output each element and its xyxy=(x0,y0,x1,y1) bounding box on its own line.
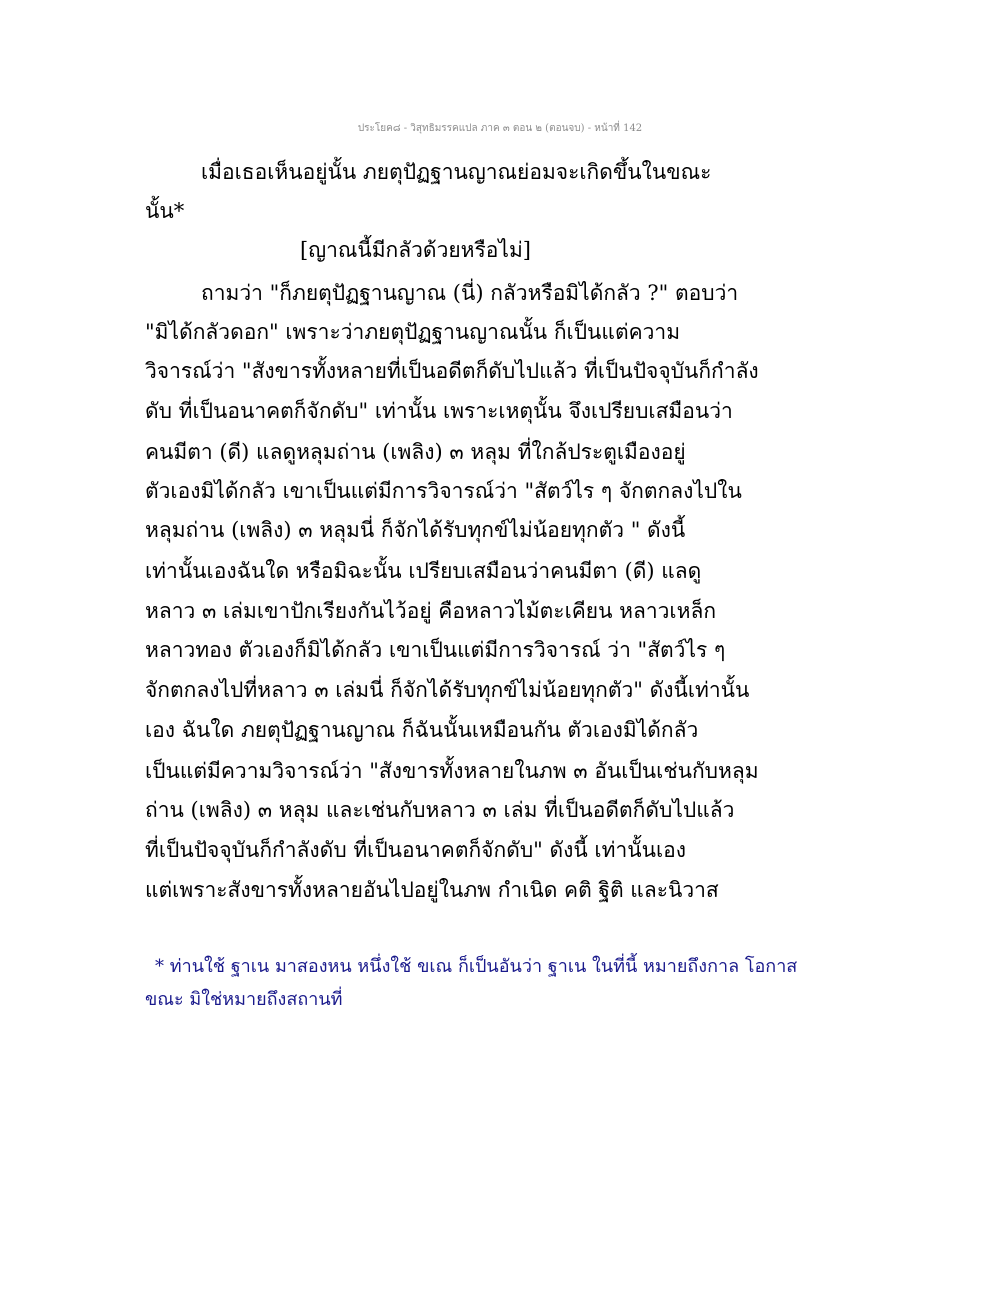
section-heading: [ญาณนี้มีกลัวด้วยหรือไม่] xyxy=(300,238,531,262)
body-line: เมื่อเธอเห็นอยู่นั้น ภยตุปัฏฐานญาณย่อมจะเกิดขึ้นในขณะ xyxy=(201,160,712,184)
body-line: นั้น* xyxy=(145,199,185,223)
body-line: เป็นแต่มีความวิจารณ์ว่า "สังขารทั้งหลายในภพ ๓ อันเป็นเช่นกับหลุม xyxy=(145,759,759,783)
body-line: แต่เพราะสังขารทั้งหลายอันไปอยู่ในภพ กำเนิด คติ ฐิติ และนิวาส xyxy=(145,878,719,902)
body-line: ดับ ที่เป็นอนาคตก็จักดับ" เท่านั้น เพราะเหตุนั้น จึงเปรียบเสมือนว่า xyxy=(145,399,733,423)
body-line: ถ่าน (เพลิง) ๓ หลุม และเช่นกับหลาว ๓ เล่ม ที่เป็นอดีตก็ดับไปแล้ว xyxy=(145,798,735,822)
body-line: เท่านั้นเองฉันใด หรือมิฉะนั้น เปรียบเสมือนว่าคนมีตา (ดี) แลดู xyxy=(145,559,702,583)
body-line: หลาวทอง ตัวเองก็มิได้กลัว เขาเป็นแต่มีการวิจารณ์ ว่า "สัตว์ไร ๆ xyxy=(145,638,726,662)
body-line: จักตกลงไปที่หลาว ๓ เล่มนี่ ก็จักได้รับทุกข์ไม่น้อยทุกตัว" ดังนี้เท่านั้น xyxy=(145,678,750,702)
body-line: ที่เป็นปัจจุบันก็กำลังดับ ที่เป็นอนาคตก็จักดับ" ดังนี้ เท่านั้นเอง xyxy=(145,838,686,862)
body-line: หลาว ๓ เล่มเขาปักเรียงกันไว้อยู่ คือหลาวไม้ตะเคียน หลาวเหล็ก xyxy=(145,599,717,623)
footnote-line: ขณะ มิใช่หมายถึงสถานที่ xyxy=(145,989,343,1010)
body-line: เอง ฉันใด ภยตุปัฏฐานญาณ ก็ฉันนั้นเหมือนกัน ตัวเองมิได้กลัว xyxy=(145,718,699,742)
body-line: คนมีตา (ดี) แลดูหลุมถ่าน (เพลิง) ๓ หลุม ที่ใกล้ประตูเมืองอยู่ xyxy=(145,440,686,464)
running-header: ประโยค๘ - วิสุทธิมรรคแปล ภาค ๓ ตอน ๒ (ตอนจบ) - หน้าที่ 142 xyxy=(357,123,643,134)
footnote-line: * ท่านใช้ ฐาเน มาสองหน หนึ่งใช้ ขเณ ก็เป็นอันว่า ฐาเน ในที่นี้ หมายถึงกาล โอกาส xyxy=(155,956,798,977)
body-line: วิจารณ์ว่า "สังขารทั้งหลายที่เป็นอดีตก็ดับไปแล้ว ที่เป็นปัจจุบันก็กำลัง xyxy=(145,359,759,383)
body-line: ถามว่า "ก็ภยตุปัฏฐานญาณ (นี่) กลัวหรือมิได้กลัว ?" ตอบว่า xyxy=(201,281,739,305)
body-line: หลุมถ่าน (เพลิง) ๓ หลุมนี่ ก็จักได้รับทุกข์ไม่น้อยทุกตัว " ดังนี้ xyxy=(145,518,686,542)
body-line: "มิได้กลัวดอก" เพราะว่าภยตุปัฏฐานญาณนั้น ก็เป็นแต่ความ xyxy=(145,320,681,344)
body-line: ตัวเองมิได้กลัว เขาเป็นแต่มีการวิจารณ์ว่า "สัตว์ไร ๆ จักตกลงไปใน xyxy=(145,479,742,503)
